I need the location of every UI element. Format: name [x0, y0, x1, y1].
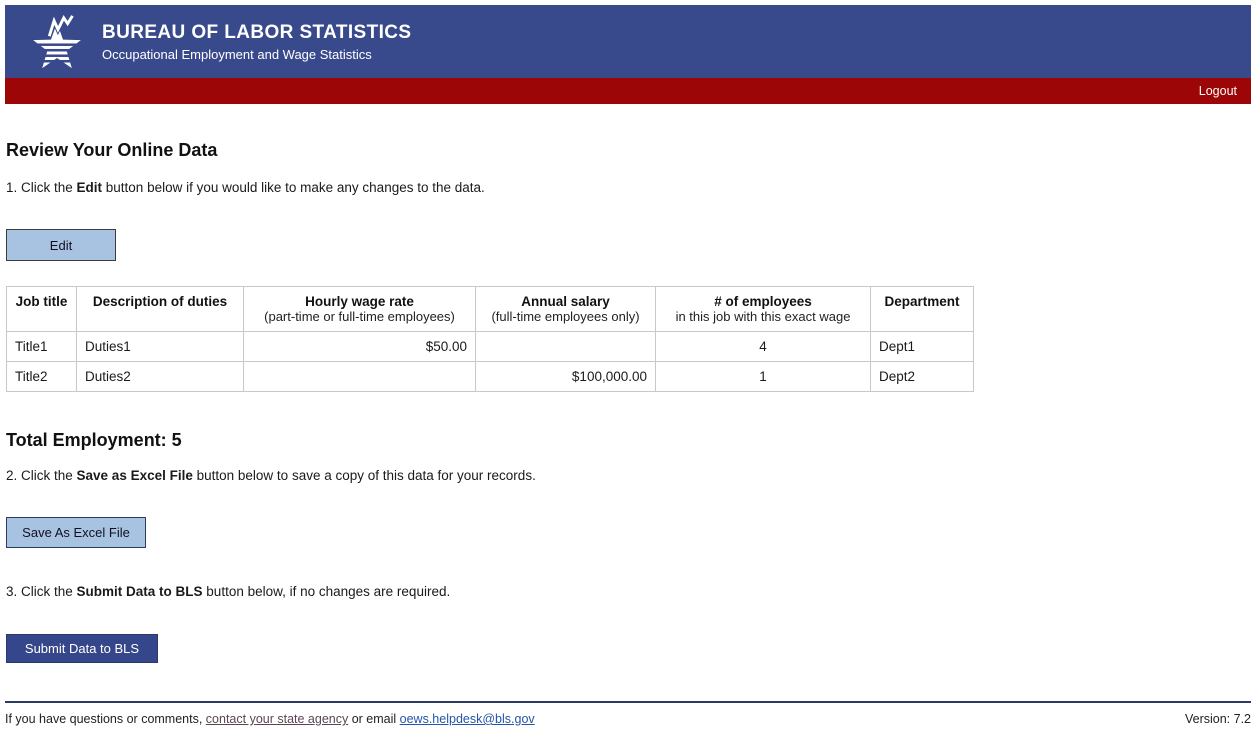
- column-header-num-employees: # of employees in this job with this exact wage: [656, 287, 871, 332]
- agency-title: BUREAU OF LABOR STATISTICS: [102, 21, 412, 43]
- cell-hourly-wage: [244, 362, 476, 392]
- cell-hourly-wage: $50.00: [244, 332, 476, 362]
- step-2-suffix: button below to save a copy of this data for your records.: [192, 468, 536, 483]
- column-header-hourly-wage: Hourly wage rate (part-time or full-time employees): [244, 287, 476, 332]
- step-2-instruction: [6, 468, 1250, 483]
- cell-job-title: Title1: [7, 332, 77, 362]
- cell-department: Dept2: [871, 362, 974, 392]
- cell-annual-salary: [476, 332, 656, 362]
- header-band: [5, 5, 1251, 78]
- column-header-department: Department: [871, 287, 974, 332]
- step-1-instruction: [6, 180, 1250, 195]
- step-3-instruction: [6, 584, 1250, 599]
- cell-department: Dept1: [871, 332, 974, 362]
- step-3-bold: Submit Data to BLS: [76, 584, 203, 599]
- step-1-bold: Edit: [76, 180, 103, 195]
- page-title: Review Your Online Data: [6, 140, 218, 160]
- column-header-job-title: Job title: [7, 287, 77, 332]
- step-2-bold: Save as Excel File: [76, 468, 193, 483]
- edit-button[interactable]: Edit: [6, 229, 116, 261]
- version-text: Version: 7.2: [1184, 712, 1251, 726]
- logout-link[interactable]: Logout: [1198, 84, 1237, 98]
- cell-employees: 4: [656, 332, 871, 362]
- step-3-prefix: 3. Click the: [6, 584, 77, 599]
- total-employment-heading: Total Employment: 5: [6, 430, 182, 450]
- step-3-suffix: button below, if no changes are required.: [202, 584, 451, 599]
- table-row: [7, 362, 974, 392]
- program-subtitle: Occupational Employment and Wage Statistics: [102, 46, 372, 62]
- table-header-row: [7, 287, 974, 332]
- table-row: [7, 332, 974, 362]
- main-content: [5, 140, 1251, 663]
- cell-annual-salary: $100,000.00: [476, 362, 656, 392]
- cell-description: Duties1: [77, 332, 244, 362]
- cell-employees: 1: [656, 362, 871, 392]
- submit-data-to-bls-button[interactable]: Submit Data to BLS: [6, 634, 158, 663]
- column-header-annual-salary: Annual salary (full-time employees only): [476, 287, 656, 332]
- cell-job-title: Title2: [7, 362, 77, 392]
- helpdesk-email-link[interactable]: oews.helpdesk@bls.gov: [399, 712, 535, 726]
- bls-logo-icon: [28, 13, 86, 71]
- save-as-excel-button[interactable]: Save As Excel File: [6, 517, 146, 548]
- step-2-prefix: 2. Click the: [6, 468, 77, 483]
- footer: [5, 701, 1251, 726]
- footer-text-prefix: If you have questions or comments,: [5, 712, 206, 726]
- footer-help-text: [5, 712, 535, 726]
- cell-description: Duties2: [77, 362, 244, 392]
- footer-text-middle: or email: [348, 712, 400, 726]
- column-header-description: Description of duties: [77, 287, 244, 332]
- header-text-block: [102, 22, 411, 62]
- state-agency-link[interactable]: contact your state agency: [205, 712, 349, 726]
- step-1-prefix: 1. Click the: [6, 180, 77, 195]
- logout-bar: [5, 78, 1251, 104]
- data-table: [6, 286, 974, 392]
- step-1-suffix: button below if you would like to make any changes to the data.: [102, 180, 485, 195]
